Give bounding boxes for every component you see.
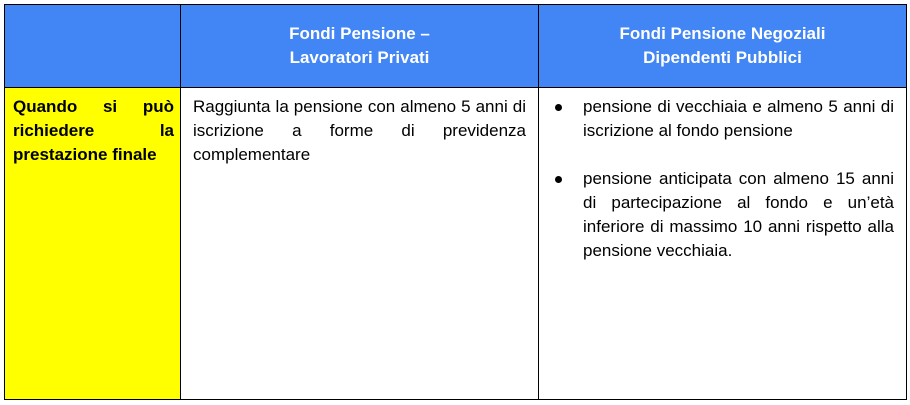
- bullet-dot-icon: [555, 104, 562, 111]
- public-employees-bullet-list: [539, 88, 906, 263]
- bullet-text: pensione di vecchiaia e almeno 5 anni di iscrizione al fondo pensione: [583, 97, 894, 140]
- header-row: [5, 5, 907, 88]
- bullet-item: [539, 95, 894, 143]
- bullet-item: [539, 167, 894, 263]
- header-private-workers-line1: Fondi Pensione –: [289, 24, 430, 43]
- private-workers-text: Raggiunta la pensione con almeno 5 anni di iscrizione a forme di previdenza complementare: [193, 97, 526, 164]
- row-label: Quando si può richiedere la prestazione finale: [13, 97, 174, 164]
- header-public-employees-line2: Dipendenti Pubblici: [643, 48, 802, 67]
- header-private-workers-line2: Lavoratori Privati: [289, 48, 430, 67]
- private-workers-cell: [181, 88, 539, 400]
- header-cell-public-employees: [539, 5, 907, 88]
- bullet-text: pensione anticipata con almeno 15 anni di partecipazione al fondo e un’età inferiore di massimo 10 anni rispetto alla pensione vecchiaia.: [583, 169, 894, 260]
- header-private-workers-label: [181, 22, 538, 70]
- body-row: [5, 88, 907, 400]
- header-cell-private-workers: [181, 5, 539, 88]
- header-public-employees-line1: Fondi Pensione Negoziali: [619, 24, 826, 43]
- bullet-dot-icon: [555, 176, 562, 183]
- header-corner-cell: [5, 5, 181, 88]
- public-employees-cell: [539, 88, 907, 400]
- header-public-employees-label: [539, 22, 906, 70]
- pension-comparison-table: [4, 4, 907, 400]
- row-label-cell: [5, 88, 181, 400]
